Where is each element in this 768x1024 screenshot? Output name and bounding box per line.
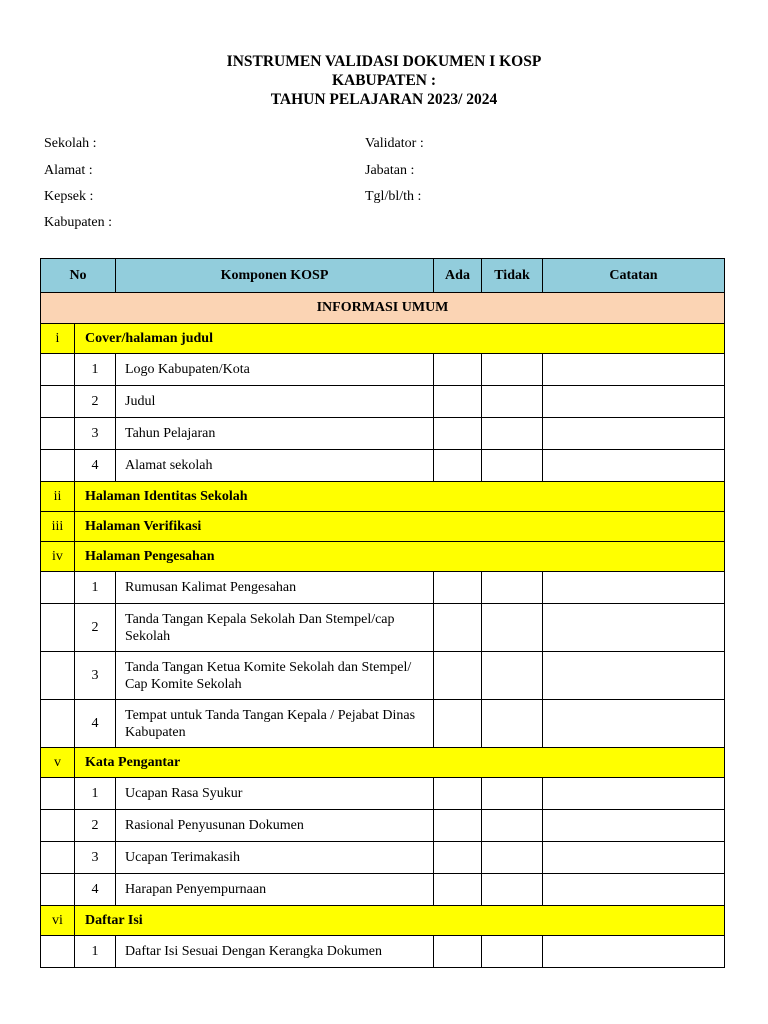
item-text: Alamat sekolah bbox=[116, 450, 434, 482]
section-row bbox=[41, 906, 725, 936]
item-text: Tempat untuk Tanda Tangan Kepala / Pejabat Dinas Kabupaten bbox=[116, 700, 434, 748]
field-jabatan: Jabatan : bbox=[365, 163, 415, 178]
ada-cell[interactable] bbox=[434, 778, 482, 810]
section-row bbox=[41, 512, 725, 542]
ada-cell[interactable] bbox=[434, 652, 482, 700]
item-text: Daftar Isi Sesuai Dengan Kerangka Dokumen bbox=[116, 936, 434, 968]
section-row bbox=[41, 482, 725, 512]
tidak-cell[interactable] bbox=[482, 386, 543, 418]
catatan-cell[interactable] bbox=[543, 700, 725, 748]
field-tgl: Tgl/bl/th : bbox=[365, 189, 422, 204]
title-line-3: TAHUN PELAJARAN 2023/ 2024 bbox=[270, 91, 498, 108]
section-label: Kata Pengantar bbox=[75, 748, 725, 778]
blank-cell bbox=[41, 936, 75, 968]
tidak-cell[interactable] bbox=[482, 572, 543, 604]
section-label: Daftar Isi bbox=[75, 906, 725, 936]
item-text: Tanda Tangan Kepala Sekolah Dan Stempel/cap Sekolah bbox=[116, 604, 434, 652]
tidak-cell[interactable] bbox=[482, 810, 543, 842]
item-text: Ucapan Terimakasih bbox=[116, 842, 434, 874]
ada-cell[interactable] bbox=[434, 418, 482, 450]
field-kabupaten: Kabupaten : bbox=[44, 215, 113, 230]
section-number: vi bbox=[41, 906, 75, 936]
tidak-cell[interactable] bbox=[482, 936, 543, 968]
item-text: Judul bbox=[116, 386, 434, 418]
section-number: iii bbox=[41, 512, 75, 542]
section-label: Halaman Verifikasi bbox=[75, 512, 725, 542]
blank-cell bbox=[41, 700, 75, 748]
header-ada: Ada bbox=[434, 259, 482, 293]
field-sekolah: Sekolah : bbox=[44, 136, 97, 151]
tidak-cell[interactable] bbox=[482, 842, 543, 874]
blank-cell bbox=[41, 572, 75, 604]
section-label: Halaman Pengesahan bbox=[75, 542, 725, 572]
tidak-cell[interactable] bbox=[482, 874, 543, 906]
document-title bbox=[0, 52, 768, 109]
title-line-1: INSTRUMEN VALIDASI DOKUMEN I KOSP bbox=[226, 53, 542, 70]
item-text: Tahun Pelajaran bbox=[116, 418, 434, 450]
catatan-cell[interactable] bbox=[543, 936, 725, 968]
ada-cell[interactable] bbox=[434, 604, 482, 652]
table-row bbox=[41, 572, 725, 604]
ada-cell[interactable] bbox=[434, 354, 482, 386]
table-row bbox=[41, 810, 725, 842]
tidak-cell[interactable] bbox=[482, 700, 543, 748]
header-tidak: Tidak bbox=[482, 259, 543, 293]
section-label: Cover/halaman judul bbox=[75, 324, 725, 354]
field-validator: Validator : bbox=[365, 136, 424, 151]
field-kepsek: Kepsek : bbox=[44, 189, 94, 204]
table-row bbox=[41, 874, 725, 906]
blank-cell bbox=[41, 354, 75, 386]
item-number: 4 bbox=[75, 450, 116, 482]
catatan-cell[interactable] bbox=[543, 386, 725, 418]
ada-cell[interactable] bbox=[434, 842, 482, 874]
header-komponen: Komponen KOSP bbox=[116, 259, 434, 293]
item-number: 2 bbox=[75, 604, 116, 652]
table-row bbox=[41, 354, 725, 386]
blank-cell bbox=[41, 652, 75, 700]
blank-cell bbox=[41, 842, 75, 874]
tidak-cell[interactable] bbox=[482, 778, 543, 810]
catatan-cell[interactable] bbox=[543, 450, 725, 482]
item-number: 1 bbox=[75, 572, 116, 604]
table-row bbox=[41, 778, 725, 810]
catatan-cell[interactable] bbox=[543, 354, 725, 386]
item-number: 1 bbox=[75, 354, 116, 386]
ada-cell[interactable] bbox=[434, 386, 482, 418]
catatan-cell[interactable] bbox=[543, 874, 725, 906]
ada-cell[interactable] bbox=[434, 572, 482, 604]
item-number: 2 bbox=[75, 810, 116, 842]
table-row bbox=[41, 936, 725, 968]
ada-cell[interactable] bbox=[434, 450, 482, 482]
catatan-cell[interactable] bbox=[543, 572, 725, 604]
table-row bbox=[41, 652, 725, 700]
catatan-cell[interactable] bbox=[543, 842, 725, 874]
header-catatan: Catatan bbox=[543, 259, 725, 293]
section-number: v bbox=[41, 748, 75, 778]
blank-cell bbox=[41, 386, 75, 418]
section-number: ii bbox=[41, 482, 75, 512]
group-row bbox=[41, 293, 725, 324]
table-row bbox=[41, 700, 725, 748]
item-number: 3 bbox=[75, 652, 116, 700]
group-title: INFORMASI UMUM bbox=[41, 293, 725, 324]
table-row bbox=[41, 842, 725, 874]
header-no: No bbox=[41, 259, 116, 293]
item-number: 4 bbox=[75, 700, 116, 748]
blank-cell bbox=[41, 810, 75, 842]
catatan-cell[interactable] bbox=[543, 418, 725, 450]
item-number: 4 bbox=[75, 874, 116, 906]
table-row bbox=[41, 418, 725, 450]
item-number: 3 bbox=[75, 418, 116, 450]
blank-cell bbox=[41, 604, 75, 652]
tidak-cell[interactable] bbox=[482, 652, 543, 700]
table-header-row bbox=[41, 259, 725, 293]
item-text: Logo Kabupaten/Kota bbox=[116, 354, 434, 386]
table-row bbox=[41, 604, 725, 652]
blank-cell bbox=[41, 450, 75, 482]
tidak-cell[interactable] bbox=[482, 354, 543, 386]
catatan-cell[interactable] bbox=[543, 778, 725, 810]
blank-cell bbox=[41, 778, 75, 810]
section-label: Halaman Identitas Sekolah bbox=[75, 482, 725, 512]
item-text: Ucapan Rasa Syukur bbox=[116, 778, 434, 810]
section-row bbox=[41, 324, 725, 354]
ada-cell[interactable] bbox=[434, 700, 482, 748]
table-row bbox=[41, 450, 725, 482]
tidak-cell[interactable] bbox=[482, 604, 543, 652]
ada-cell[interactable] bbox=[434, 810, 482, 842]
table-row bbox=[41, 386, 725, 418]
item-text: Rumusan Kalimat Pengesahan bbox=[116, 572, 434, 604]
blank-cell bbox=[41, 418, 75, 450]
catatan-cell[interactable] bbox=[543, 810, 725, 842]
item-text: Rasional Penyusunan Dokumen bbox=[116, 810, 434, 842]
catatan-cell[interactable] bbox=[543, 604, 725, 652]
item-number: 1 bbox=[75, 936, 116, 968]
section-row bbox=[41, 542, 725, 572]
tidak-cell[interactable] bbox=[482, 418, 543, 450]
ada-cell[interactable] bbox=[434, 874, 482, 906]
item-text: Tanda Tangan Ketua Komite Sekolah dan Stempel/ Cap Komite Sekolah bbox=[116, 652, 434, 700]
section-row bbox=[41, 748, 725, 778]
item-text: Harapan Penyempurnaan bbox=[116, 874, 434, 906]
section-number: i bbox=[41, 324, 75, 354]
title-line-2: KABUPATEN : bbox=[331, 72, 437, 89]
item-number: 2 bbox=[75, 386, 116, 418]
blank-cell bbox=[41, 874, 75, 906]
validation-table bbox=[40, 258, 725, 968]
ada-cell[interactable] bbox=[434, 936, 482, 968]
tidak-cell[interactable] bbox=[482, 450, 543, 482]
item-number: 3 bbox=[75, 842, 116, 874]
section-number: iv bbox=[41, 542, 75, 572]
item-number: 1 bbox=[75, 778, 116, 810]
catatan-cell[interactable] bbox=[543, 652, 725, 700]
field-alamat: Alamat : bbox=[44, 163, 93, 178]
